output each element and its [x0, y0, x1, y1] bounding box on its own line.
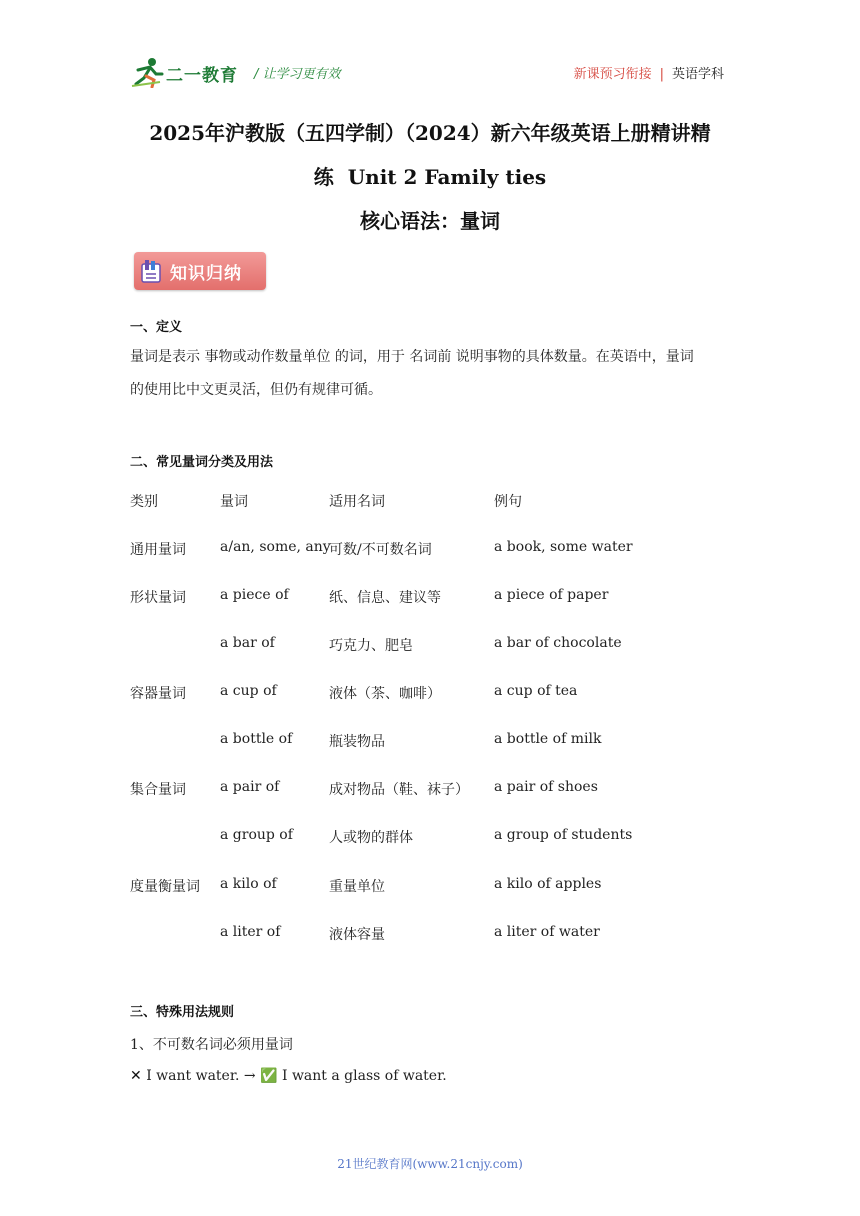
section3-heading: 三、特殊用法规则	[130, 1005, 235, 1020]
table-cell-category: 度量衡量词	[130, 879, 200, 895]
table-cell-example: a bottle of milk	[494, 731, 602, 747]
table-cell-classifier: a bar of	[220, 635, 275, 651]
table-cell-example: a liter of water	[494, 924, 600, 940]
slogan: / 让学习更有效	[254, 67, 341, 82]
section1-heading: 一、定义	[130, 320, 183, 335]
rule1-text: 1、不可数名词必须用量词	[130, 1037, 293, 1053]
table-cell-nouns: 重量单位	[329, 879, 385, 895]
rule1-example	[130, 1068, 447, 1084]
header-right	[574, 63, 724, 82]
table-header-category: 类别	[130, 494, 158, 510]
table-cell-nouns: 成对物品（鞋、袜子）	[329, 782, 469, 798]
document-title-line2: 练 Unit 2 Family ties	[313, 165, 547, 189]
wrong-example: I want water.	[146, 1068, 240, 1084]
table-cell-nouns: 可数/不可数名词	[329, 542, 432, 558]
badge-label: 知识归纳	[170, 264, 242, 284]
table-cell-example: a pair of shoes	[494, 779, 598, 795]
logo-text: 二一教育	[166, 66, 238, 86]
table-cell-nouns: 巧克力、肥皂	[329, 638, 413, 654]
check-mark-icon: ✅	[260, 1068, 278, 1084]
table-cell-classifier: a piece of	[220, 587, 289, 603]
table-cell-category: 集合量词	[130, 782, 186, 798]
table-cell-category: 容器量词	[130, 686, 186, 702]
runner-logo-icon	[130, 56, 164, 88]
table-cell-example: a cup of tea	[494, 683, 578, 699]
logo	[130, 56, 246, 88]
arrow-icon: →	[243, 1068, 256, 1084]
table-cell-classifier: a bottle of	[220, 731, 293, 747]
table-cell-classifier: a group of	[220, 827, 293, 843]
right-example: I want a glass of water.	[281, 1068, 447, 1084]
definition-line2: 的使用比中文更灵活，但仍有规律可循。	[130, 382, 382, 398]
table-header-example: 例句	[494, 494, 522, 510]
table-cell-example: a bar of chocolate	[494, 635, 622, 651]
table-cell-nouns: 瓶装物品	[329, 734, 385, 750]
table-cell-category: 形状量词	[130, 590, 186, 606]
table-cell-nouns: 人或物的群体	[329, 830, 413, 846]
table-cell-example: a group of students	[494, 827, 633, 843]
table-cell-classifier: a kilo of	[220, 876, 277, 892]
table-header-nouns: 适用名词	[329, 494, 385, 510]
table-cell-example: a piece of paper	[494, 587, 609, 603]
document-title-line1: 2025年沪教版（五四学制）（2024）新六年级英语上册精讲精	[149, 121, 711, 145]
table-cell-nouns: 纸、信息、建议等	[329, 590, 441, 606]
table-cell-category: 通用量词	[130, 542, 186, 558]
table-cell-nouns: 液体（茶、咖啡）	[329, 686, 441, 702]
table-cell-example: a kilo of apples	[494, 876, 602, 892]
header-separator: |	[659, 67, 664, 82]
document-subtitle: 核心语法：量词	[360, 209, 500, 233]
knowledge-summary-badge	[134, 252, 266, 290]
table-cell-classifier: a pair of	[220, 779, 280, 795]
page-header	[130, 54, 730, 90]
definition-line1: 量词是表示 事物或动作数量单位 的词，用于 名词前 说明事物的具体数量。在英语中，量词	[130, 349, 694, 365]
subject-label: 英语学科	[671, 67, 724, 82]
table-cell-nouns: 液体容量	[329, 927, 385, 943]
section2-heading: 二、常见量词分类及用法	[130, 455, 274, 470]
table-cell-classifier: a liter of	[220, 924, 281, 940]
table-cell-example: a book, some water	[494, 539, 633, 555]
table-header-classifier: 量词	[220, 494, 248, 510]
course-label: 新课预习衔接	[573, 67, 652, 82]
table-cell-classifier: a cup of	[220, 683, 277, 699]
page-footer: 21世纪教育网(www.21cnjy.com)	[337, 1157, 523, 1171]
table-cell-classifier: a/an, some, any	[220, 539, 331, 555]
book-icon	[140, 258, 162, 284]
wrong-mark-icon: ✕	[130, 1068, 142, 1084]
